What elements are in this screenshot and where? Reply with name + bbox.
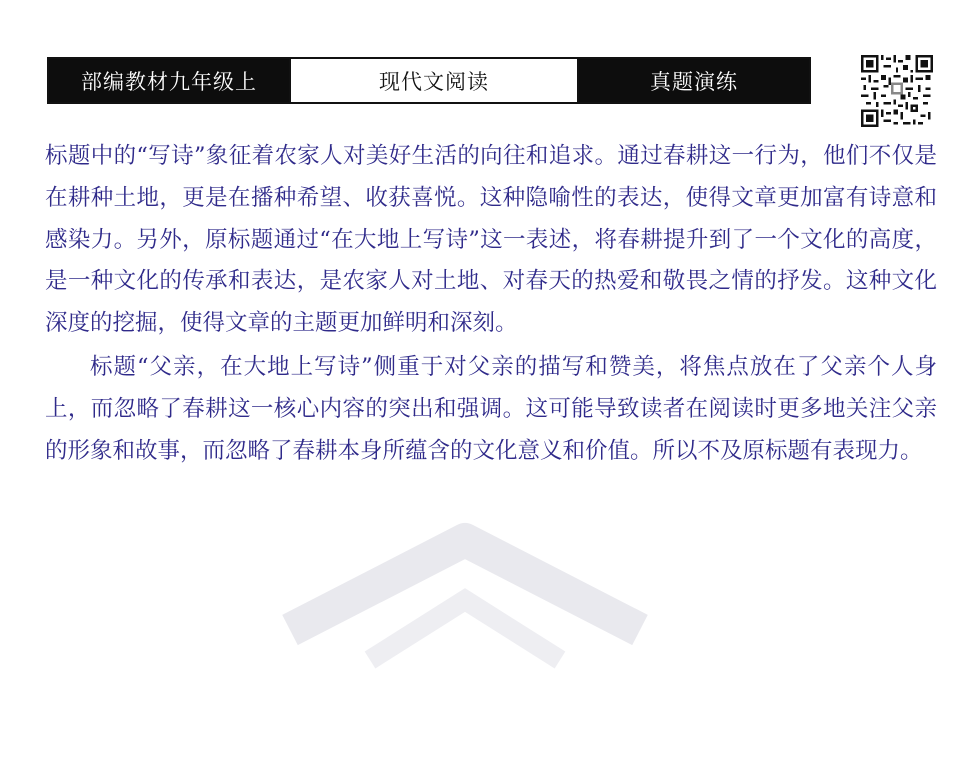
header-section-title: 现代文阅读 [289, 59, 579, 102]
paragraph-2: 标题“父亲，在大地上写诗”侧重于对父亲的描写和赞美，将焦点放在了父亲个人身上，而忽略了春耕这一核心内容的突出和强调。这可能导致读者在阅读时更多地关注父亲的形象和故事，而忽略了春耕本身所蕴含的文化意义和价值。所以不及原标题有表现力。 [45, 353, 937, 464]
header-practice-label: 真题演练 [579, 59, 809, 102]
header-grade-label: 部编教材九年级上 [49, 59, 289, 102]
qr-code-icon [861, 55, 933, 127]
article-body [45, 136, 937, 472]
watermark-graphic [250, 500, 680, 760]
header-bar [47, 57, 811, 104]
paragraph-1: 标题中的“写诗”象征着农家人对美好生活的向往和追求。通过春耕这一行为，他们不仅是在耕种土地，更是在播种希望、收获喜悦。这种隐喻性的表达，使得文章更加富有诗意和感染力。另外，原标题通过“在大地上写诗”这一表述，将春耕提升到了一个文化的高度，是一种文化的传承和表达，是农家人对土地、对春天的热爱和敬畏之情的抒发。这种文化深度的挖掘，使得文章的主题更加鲜明和深刻。 [45, 143, 937, 337]
